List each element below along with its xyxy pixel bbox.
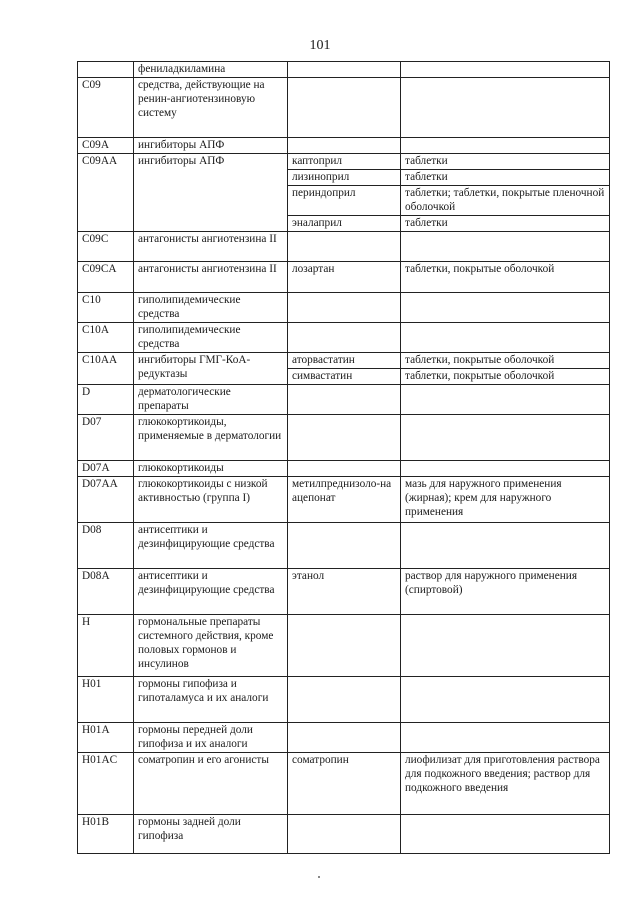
substance: [288, 323, 401, 353]
dosage-form: раствор для наружного применения (спиртовой): [401, 569, 610, 615]
dosage-form: [401, 385, 610, 415]
substance: [288, 461, 401, 477]
substance: соматропин: [288, 753, 401, 815]
table-row: [78, 78, 610, 138]
substance: лозартан: [288, 262, 401, 293]
dosage-form: мазь для наружного применения (жирная); крем для наружного применения: [401, 477, 610, 523]
pharm-group: фениладкиламина: [134, 62, 288, 78]
dosage-form: [401, 523, 610, 569]
pharm-group: ингибиторы АПФ: [134, 138, 288, 154]
pharm-group: ингибиторы АПФ: [134, 154, 288, 232]
dosage-form: [401, 293, 610, 323]
atc-code: H01B: [78, 815, 134, 854]
atc-code: C10AA: [78, 353, 134, 385]
table-row: [78, 677, 610, 723]
atc-code: H01AC: [78, 753, 134, 815]
pharm-group: антисептики и дезинфицирующие средства: [134, 523, 288, 569]
pharm-group: гормональные препараты системного действия, кроме половых гормонов и инсулинов: [134, 615, 288, 677]
substance: [288, 415, 401, 461]
substance: лизиноприл: [288, 170, 401, 186]
table-row: [78, 385, 610, 415]
dosage-form: [401, 323, 610, 353]
pharm-group: антагонисты ангиотензина II: [134, 262, 288, 293]
atc-code: C10A: [78, 323, 134, 353]
pharm-group: антагонисты ангиотензина II: [134, 232, 288, 262]
substance: этанол: [288, 569, 401, 615]
dosage-form: [401, 677, 610, 723]
pharm-group: гормоны гипофиза и гипоталамуса и их аналоги: [134, 677, 288, 723]
table-row: [78, 154, 610, 170]
substance: симвастатин: [288, 369, 401, 385]
dosage-form: [401, 138, 610, 154]
dosage-form: таблетки; таблетки, покрытые пленочной оболочкой: [401, 186, 610, 216]
table-row: [78, 615, 610, 677]
atc-code: C09A: [78, 138, 134, 154]
substance: метилпреднизоло-на ацепонат: [288, 477, 401, 523]
table-row: [78, 477, 610, 523]
table-row: [78, 62, 610, 78]
atc-code: D08A: [78, 569, 134, 615]
atc-code: D07A: [78, 461, 134, 477]
dosage-form: [401, 815, 610, 854]
dosage-form: таблетки, покрытые оболочкой: [401, 353, 610, 369]
substance: эналаприл: [288, 216, 401, 232]
dosage-form: [401, 232, 610, 262]
dosage-form: таблетки: [401, 170, 610, 186]
pharm-group: антисептики и дезинфицирующие средства: [134, 569, 288, 615]
table-row: [78, 138, 610, 154]
dosage-form: [401, 723, 610, 753]
dosage-form: таблетки: [401, 154, 610, 170]
dosage-form: [401, 461, 610, 477]
table-row: [78, 569, 610, 615]
substance: [288, 615, 401, 677]
table-row: [78, 323, 610, 353]
table-row: [78, 753, 610, 815]
substance: [288, 138, 401, 154]
dosage-form: лиофилизат для приготовления раствора для подкожного введения; раствор для подкожного введения: [401, 753, 610, 815]
pharm-group: глюкокортикоиды: [134, 461, 288, 477]
dosage-form: таблетки, покрытые оболочкой: [401, 369, 610, 385]
pharm-group: гиполипидемические средства: [134, 323, 288, 353]
table-row: [78, 723, 610, 753]
atc-code: C09CA: [78, 262, 134, 293]
table-row: [78, 815, 610, 854]
table-row: [78, 461, 610, 477]
table-row: [78, 293, 610, 323]
drug-table: [77, 61, 610, 854]
substance: каптоприл: [288, 154, 401, 170]
substance: [288, 293, 401, 323]
atc-code: H01A: [78, 723, 134, 753]
table-row: [78, 232, 610, 262]
atc-code: D: [78, 385, 134, 415]
dosage-form: таблетки, покрытые оболочкой: [401, 262, 610, 293]
substance: [288, 232, 401, 262]
pharm-group: глюкокортикоиды, применяемые в дерматологии: [134, 415, 288, 461]
atc-code: C09: [78, 78, 134, 138]
pharm-group: гормоны задней доли гипофиза: [134, 815, 288, 854]
substance: [288, 78, 401, 138]
pharm-group: средства, действующие на ренин-ангиотензиновую систему: [134, 78, 288, 138]
atc-code: C09AA: [78, 154, 134, 232]
substance: [288, 523, 401, 569]
substance: [288, 815, 401, 854]
scan-speck: [318, 876, 320, 878]
table-row: [78, 262, 610, 293]
atc-code: D08: [78, 523, 134, 569]
dosage-form: [401, 62, 610, 78]
table-row: [78, 353, 610, 369]
atc-code: C09C: [78, 232, 134, 262]
dosage-form: [401, 415, 610, 461]
atc-code: D07AA: [78, 477, 134, 523]
dosage-form: [401, 615, 610, 677]
page-number: 101: [309, 38, 331, 53]
atc-code: D07: [78, 415, 134, 461]
pharm-group: соматропин и его агонисты: [134, 753, 288, 815]
substance: [288, 677, 401, 723]
dosage-form: таблетки: [401, 216, 610, 232]
atc-code: C10: [78, 293, 134, 323]
substance: периндоприл: [288, 186, 401, 216]
pharm-group: дерматологические препараты: [134, 385, 288, 415]
table-row: [78, 415, 610, 461]
substance: [288, 385, 401, 415]
pharm-group: ингибиторы ГМГ-КоА-редуктазы: [134, 353, 288, 385]
substance: [288, 723, 401, 753]
atc-code: H: [78, 615, 134, 677]
substance: аторвастатин: [288, 353, 401, 369]
atc-code: H01: [78, 677, 134, 723]
pharm-group: глюкокортикоиды с низкой активностью (группа I): [134, 477, 288, 523]
table-row: [78, 523, 610, 569]
atc-code: [78, 62, 134, 78]
pharm-group: гиполипидемические средства: [134, 293, 288, 323]
substance: [288, 62, 401, 78]
pharm-group: гормоны передней доли гипофиза и их аналоги: [134, 723, 288, 753]
dosage-form: [401, 78, 610, 138]
